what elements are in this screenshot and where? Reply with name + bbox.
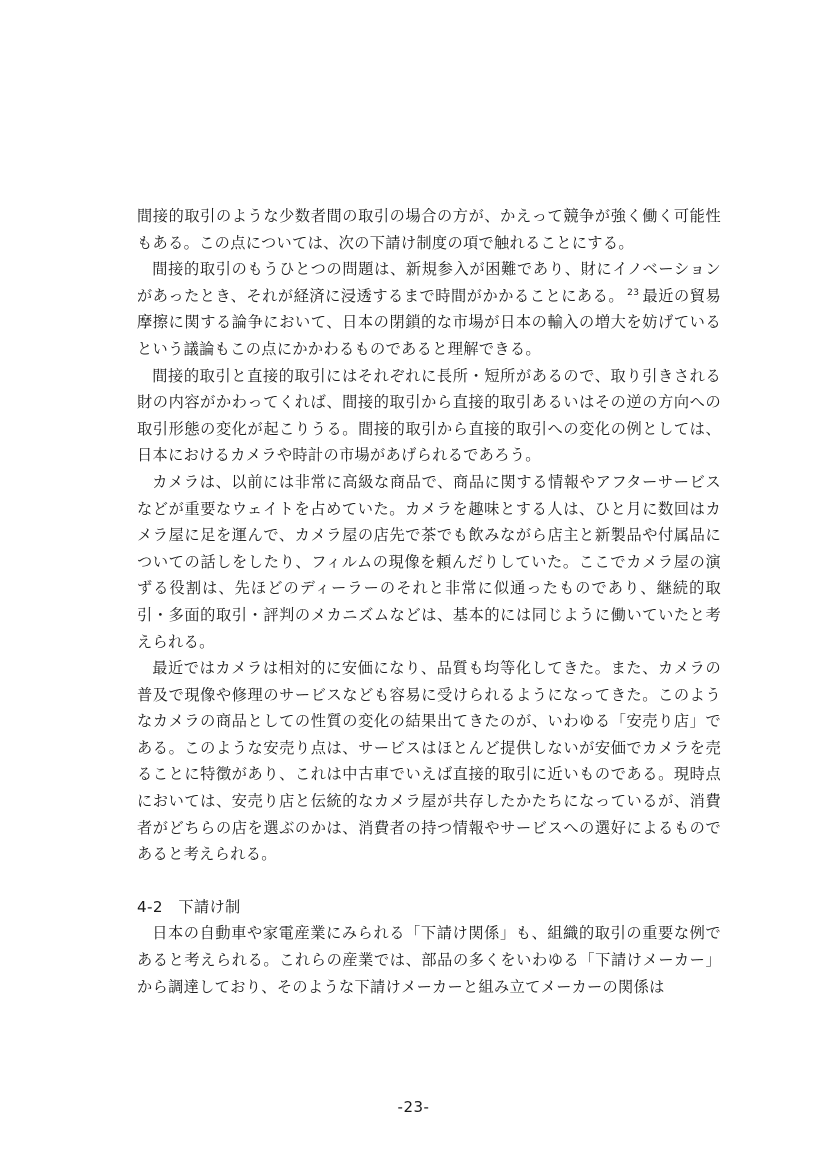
section-heading: 4-2 下請け制 (137, 897, 241, 916)
section-paragraph-1: 日本の自動車や家電産業にみられる「下請け関係」も、組織的取引の重要な例であると考えられる。これらの産業では、部品の多くをいわゆる「下請けメーカー」から調達しており、そのような下請けメーカーと組み立てメーカーの関係は (137, 924, 721, 996)
footnote-ref: 23 (627, 287, 640, 298)
paragraph-2 (137, 256, 721, 362)
paragraph-1: 間接的取引のような少数者間の取引の場合の方が、かえって競争が強く働く可能性もある。この点については、次の下請け制度の項で触れることにする。 (137, 207, 721, 252)
paragraph-2-text: 間接的取引のもうひとつの問題は、新規参入が困難であり、財にイノベーションがあったとき、それが経済に浸透するまで時間がかかることにある。 (137, 260, 721, 305)
body-text (137, 203, 721, 1000)
paragraph-3: 間接的取引と直接的取引にはそれぞれに長所・短所があるので、取り引きされる財の内容がかわってくれば、間接的取引から直接的取引あるいはその逆の方向への取引形態の変化が起こりうる。間接的取引から直接的取引への変化の例としては、日本におけるカメラや時計の市場があげられるであろう。 (137, 366, 721, 465)
paragraph-2-text-continued: 最近の貿易摩擦に関する論争において、日本の閉鎖的な市場が日本の輸入の増大を妨げているという議論もこの点にかかわるものであると理解できる。 (137, 286, 722, 358)
paragraph-4: カメラは、以前には非常に高級な商品で、商品に関する情報やアフターサービスなどが重要なウェイトを占めていた。カメラを趣味とする人は、ひと月に数回はカメラ屋に足を運んで、カメラ屋の店先で茶でも飲みながら店主と新製品や付属品についての話しをしたり、フィルムの現像を頼んだりしていた。ここでカメラ屋の演ずる役割は、先ほどのディーラーのそれと非常に似通ったものであり、継続的取引・多面的取引・評判のメカニズムなどは、基本的には同じように働いていたと考えられる。 (137, 472, 721, 651)
page-number: -23- (397, 1098, 430, 1116)
paragraph-5: 最近ではカメラは相対的に安価になり、品質も均等化してきた。また、カメラの普及で現像や修理のサービスなども容易に受けられるようになってきた。このようなカメラの商品としての性質の変化の結果出てきたのが、いわゆる「安売り店」である。このような安売り点は、サービスはほとんど提供しないが安価でカメラを売ることに特徴があり、これは中古車でいえば直接的取引に近いものである。現時点においては、安売り店と伝統的なカメラ屋が共存したかたちになっているが、消費者がどちらの店を選ぶのかは、消費者の持つ情報やサービスへの選好によるものであると考えられる。 (137, 659, 721, 864)
